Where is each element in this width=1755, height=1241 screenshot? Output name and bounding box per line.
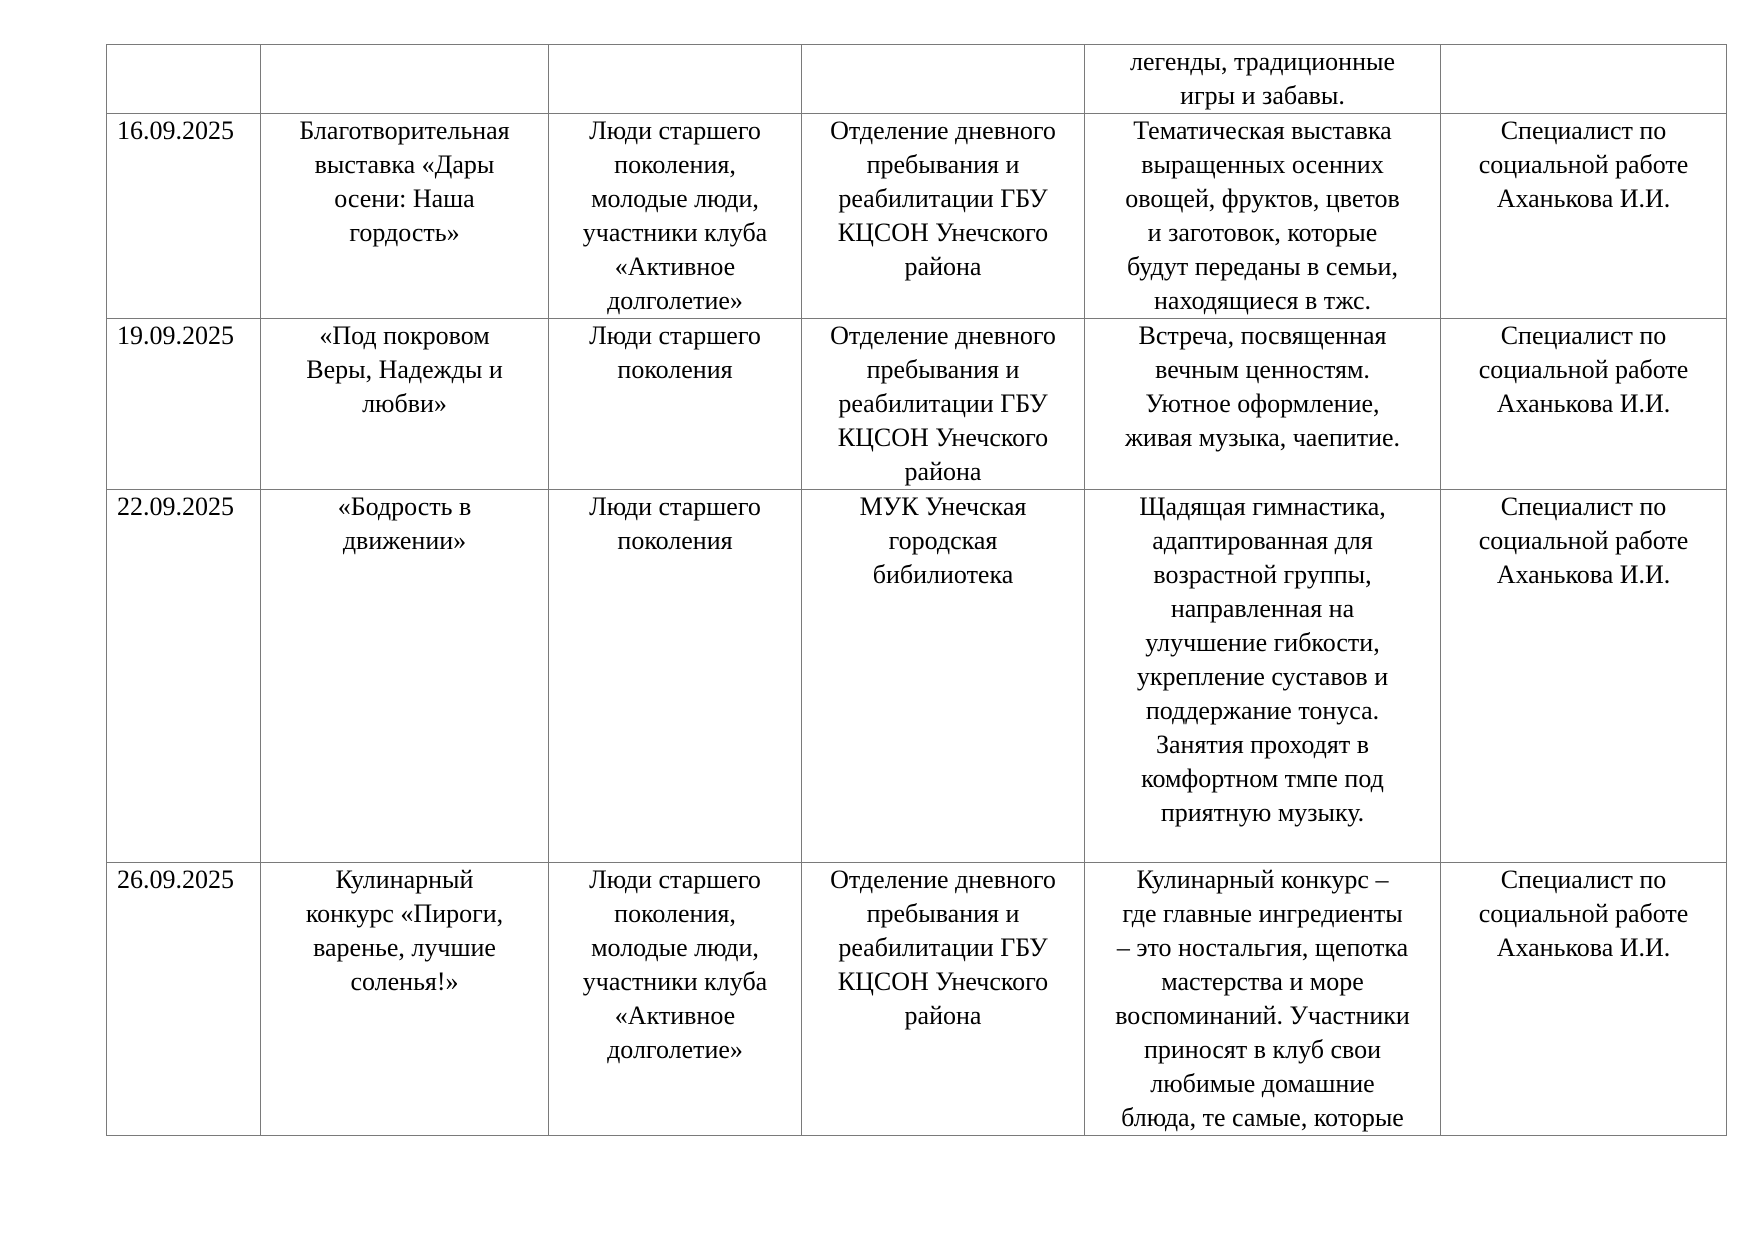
responsible-cell	[1441, 319, 1727, 490]
date-text: 22.09.2025	[117, 492, 234, 521]
description-cell	[1085, 863, 1441, 1136]
venue-text: МУК Унечская городская бибилиотека	[859, 492, 1027, 589]
audience-cell	[549, 45, 802, 114]
table-row	[107, 863, 1727, 1136]
description-text: Кулинарный конкурс – где главные ингредиенты – это ностальгия, щепотка мастерства и море воспоминаний. Участники приносят в клуб свои любимые домашние блюда, те самые, которые	[1115, 865, 1410, 1132]
date-cell	[107, 114, 261, 319]
date-text: 26.09.2025	[117, 865, 234, 894]
audience-cell	[549, 114, 802, 319]
venue-cell	[802, 490, 1085, 863]
venue-text: Отделение дневного пребывания и реабилитации ГБУ КЦСОН Унечского района	[830, 865, 1056, 1030]
description-cell	[1085, 114, 1441, 319]
table-row	[107, 45, 1727, 114]
venue-cell	[802, 114, 1085, 319]
venue-cell	[802, 45, 1085, 114]
description-text: Щадящая гимнастика, адаптированная для возрастной группы, направленная на улучшение гибкости, укрепление суставов и поддержание тонуса. Занятия проходят в комфортном тмпе под приятную музыку.	[1136, 492, 1389, 827]
title-cell	[261, 114, 549, 319]
title-cell	[261, 45, 549, 114]
description-cell	[1085, 490, 1441, 863]
audience-cell	[549, 490, 802, 863]
responsible-text: Специалист по социальной работе Аханькова И.И.	[1478, 116, 1689, 213]
title-text: Благотворительная выставка «Дары осени: Наша гордость»	[299, 116, 510, 247]
responsible-cell	[1441, 114, 1727, 319]
audience-text: Люди старшего поколения	[589, 321, 761, 384]
document-page	[106, 44, 1726, 1136]
date-text: 16.09.2025	[117, 116, 234, 145]
venue-text: Отделение дневного пребывания и реабилитации ГБУ КЦСОН Унечского района	[830, 321, 1056, 486]
description-text: легенды, традиционные игры и забавы.	[1129, 47, 1395, 110]
responsible-cell	[1441, 490, 1727, 863]
venue-cell	[802, 863, 1085, 1136]
date-cell	[107, 490, 261, 863]
venue-text: Отделение дневного пребывания и реабилитации ГБУ КЦСОН Унечского района	[830, 116, 1056, 281]
audience-cell	[549, 319, 802, 490]
responsible-text: Специалист по социальной работе Аханькова И.И.	[1478, 492, 1689, 589]
table-row	[107, 319, 1727, 490]
date-text: 19.09.2025	[117, 321, 234, 350]
table-row	[107, 114, 1727, 319]
title-text: «Под покровом Веры, Надежды и любви»	[306, 321, 503, 418]
audience-text: Люди старшего поколения, молодые люди, участники клуба «Активное долголетие»	[582, 865, 768, 1064]
title-cell	[261, 490, 549, 863]
events-table	[106, 44, 1727, 1136]
date-cell	[107, 319, 261, 490]
responsible-cell	[1441, 863, 1727, 1136]
audience-text: Люди старшего поколения	[589, 492, 761, 555]
description-cell	[1085, 45, 1441, 114]
audience-cell	[549, 863, 802, 1136]
responsible-cell	[1441, 45, 1727, 114]
title-text: Кулинарный конкурс «Пироги, варенье, лучшие соленья!»	[305, 865, 504, 996]
responsible-text: Специалист по социальной работе Аханькова И.И.	[1478, 321, 1689, 418]
date-cell	[107, 863, 261, 1136]
responsible-text: Специалист по социальной работе Аханькова И.И.	[1478, 865, 1689, 962]
title-cell	[261, 863, 549, 1136]
description-text: Встреча, посвященная вечным ценностям. Уютное оформление, живая музыка, чаепитие.	[1124, 321, 1401, 452]
title-cell	[261, 319, 549, 490]
table-row	[107, 490, 1727, 863]
description-text: Тематическая выставка выращенных осенних овощей, фруктов, цветов и заготовок, которые будут переданы в семьи, находящиеся в тжс.	[1125, 116, 1400, 315]
venue-cell	[802, 319, 1085, 490]
description-cell	[1085, 319, 1441, 490]
title-text: «Бодрость в движении»	[337, 492, 472, 555]
audience-text: Люди старшего поколения, молодые люди, участники клуба «Активное долголетие»	[582, 116, 768, 315]
date-cell	[107, 45, 261, 114]
